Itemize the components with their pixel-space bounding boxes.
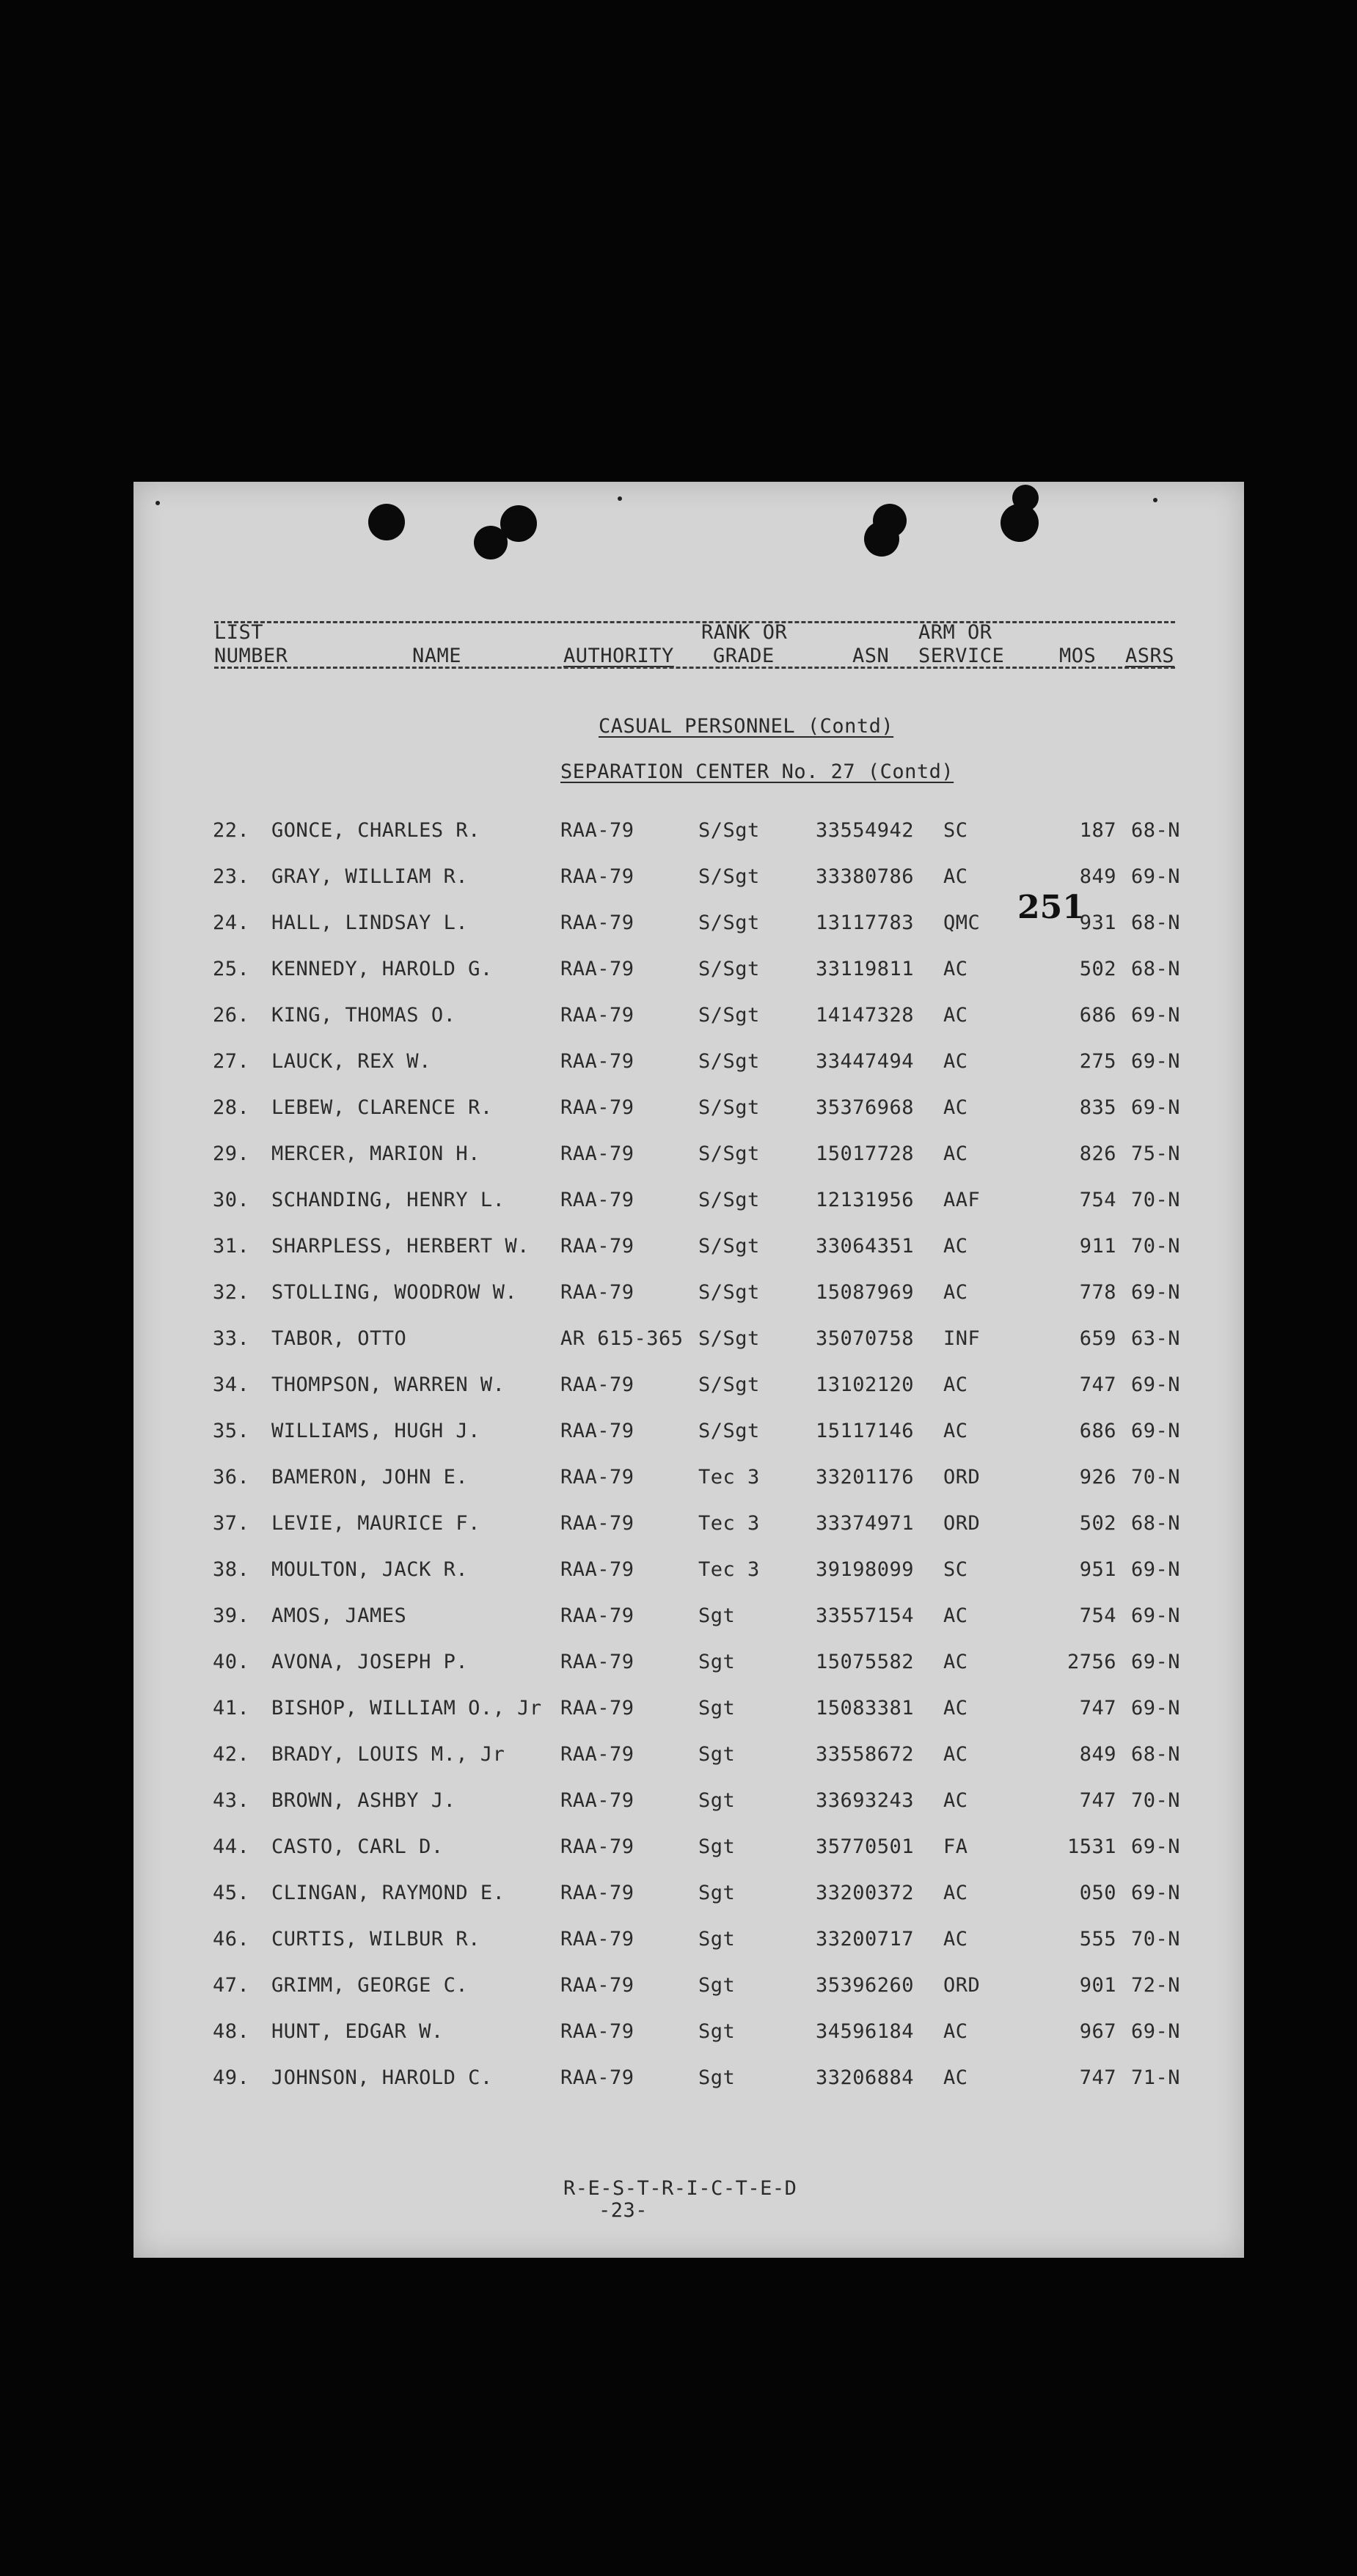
punch-hole	[368, 504, 405, 540]
header-list-number-line2: NUMBER	[214, 645, 288, 667]
cell-arm: INF	[943, 1327, 981, 1350]
cell-asn: 35396260	[816, 1974, 915, 1997]
cell-name: GONCE, CHARLES R.	[271, 819, 480, 842]
cell-asn: 33200717	[816, 1928, 915, 1951]
table-row	[133, 1835, 1244, 1882]
table-row	[133, 911, 1244, 958]
table-row	[133, 819, 1244, 865]
cell-arm: AAF	[943, 1189, 981, 1211]
header-authority: AUTHORITY	[563, 645, 674, 667]
cell-auth: RAA-79	[560, 1604, 634, 1627]
cell-num: 40.	[213, 1651, 250, 1673]
cell-asrs: 69-N	[1131, 1651, 1181, 1673]
cell-asn: 34596184	[816, 2020, 915, 2043]
cell-name: GRAY, WILLIAM R.	[271, 865, 469, 888]
cell-asn: 33119811	[816, 958, 915, 980]
cell-arm: ORD	[943, 1512, 981, 1535]
cell-arm: AC	[943, 2066, 968, 2089]
cell-mos: 778	[1079, 1281, 1116, 1304]
header-rule-top	[214, 621, 1175, 623]
cell-asrs: 69-N	[1131, 1050, 1181, 1073]
table-row	[133, 1235, 1244, 1281]
cell-auth: RAA-79	[560, 1420, 634, 1442]
cell-arm: SC	[943, 819, 968, 842]
cell-rank: Sgt	[698, 1651, 736, 1673]
cell-auth: RAA-79	[560, 865, 634, 888]
cell-asn: 33693243	[816, 1789, 915, 1812]
cell-asrs: 69-N	[1131, 1004, 1181, 1027]
header-mos: MOS	[1059, 645, 1097, 667]
cell-auth: RAA-79	[560, 1697, 634, 1720]
cell-auth: RAA-79	[560, 1558, 634, 1581]
cell-rank: S/Sgt	[698, 911, 760, 934]
cell-arm: QMC	[943, 911, 981, 934]
cell-arm: AC	[943, 1281, 968, 1304]
cell-num: 27.	[213, 1050, 250, 1073]
cell-num: 46.	[213, 1928, 250, 1951]
cell-name: BAMERON, JOHN E.	[271, 1466, 469, 1489]
cell-asn: 13102120	[816, 1373, 915, 1396]
punch-hole	[500, 505, 537, 542]
cell-rank: Tec 3	[698, 1466, 760, 1489]
cell-asn: 33064351	[816, 1235, 915, 1258]
cell-rank: Sgt	[698, 2020, 736, 2043]
cell-name: MERCER, MARION H.	[271, 1142, 480, 1165]
table-row	[133, 1789, 1244, 1835]
cell-name: SCHANDING, HENRY L.	[271, 1189, 505, 1211]
paper-speck	[1153, 498, 1157, 502]
cell-auth: RAA-79	[560, 1281, 634, 1304]
cell-num: 23.	[213, 865, 250, 888]
table-row	[133, 1928, 1244, 1974]
cell-asn: 15017728	[816, 1142, 915, 1165]
table-row	[133, 1373, 1244, 1420]
cell-num: 48.	[213, 2020, 250, 2043]
header-arm-line2: SERVICE	[918, 645, 1005, 667]
cell-auth: RAA-79	[560, 1835, 634, 1858]
cell-name: LEVIE, MAURICE F.	[271, 1512, 480, 1535]
cell-auth: RAA-79	[560, 1466, 634, 1489]
cell-asn: 15117146	[816, 1420, 915, 1442]
header-arm-line1: ARM OR	[918, 621, 992, 644]
cell-num: 29.	[213, 1142, 250, 1165]
cell-rank: S/Sgt	[698, 1004, 760, 1027]
cell-num: 33.	[213, 1327, 250, 1350]
table-row	[133, 1096, 1244, 1142]
cell-asrs: 72-N	[1131, 1974, 1181, 1997]
cell-rank: Tec 3	[698, 1558, 760, 1581]
header-rank-line1: RANK OR	[701, 621, 788, 644]
cell-arm: AC	[943, 1096, 968, 1119]
paper-speck	[156, 501, 160, 505]
cell-asrs: 68-N	[1131, 911, 1181, 934]
cell-mos: 826	[1079, 1142, 1116, 1165]
cell-asn: 33201176	[816, 1466, 915, 1489]
cell-name: GRIMM, GEORGE C.	[271, 1974, 469, 1997]
table-row	[133, 1558, 1244, 1604]
cell-asn: 35376968	[816, 1096, 915, 1119]
cell-auth: RAA-79	[560, 1651, 634, 1673]
cell-rank: S/Sgt	[698, 1189, 760, 1211]
table-row	[133, 1743, 1244, 1789]
header-asn: ASN	[852, 645, 890, 667]
header-rank-line2: GRADE	[713, 645, 775, 667]
cell-rank: Sgt	[698, 1835, 736, 1858]
cell-name: BRADY, LOUIS M., Jr	[271, 1743, 505, 1766]
cell-num: 44.	[213, 1835, 250, 1858]
cell-asrs: 69-N	[1131, 1281, 1181, 1304]
cell-num: 38.	[213, 1558, 250, 1581]
header-list-number-line1: LIST	[214, 621, 264, 644]
cell-auth: RAA-79	[560, 1142, 634, 1165]
cell-auth: RAA-79	[560, 1882, 634, 1904]
cell-name: MOULTON, JACK R.	[271, 1558, 469, 1581]
table-row	[133, 1466, 1244, 1512]
cell-auth: RAA-79	[560, 1928, 634, 1951]
cell-arm: AC	[943, 1420, 968, 1442]
cell-mos: 849	[1079, 865, 1116, 888]
cell-mos: 967	[1079, 2020, 1116, 2043]
cell-asrs: 69-N	[1131, 1558, 1181, 1581]
cell-asn: 33374971	[816, 1512, 915, 1535]
cell-num: 36.	[213, 1466, 250, 1489]
cell-auth: RAA-79	[560, 1189, 634, 1211]
cell-num: 28.	[213, 1096, 250, 1119]
cell-rank: Sgt	[698, 1697, 736, 1720]
cell-num: 45.	[213, 1882, 250, 1904]
header-asrs: ASRS	[1125, 645, 1175, 667]
header-name: NAME	[412, 645, 462, 667]
cell-rank: Sgt	[698, 2066, 736, 2089]
cell-asrs: 69-N	[1131, 1604, 1181, 1627]
cell-rank: Sgt	[698, 1882, 736, 1904]
cell-asrs: 70-N	[1131, 1789, 1181, 1812]
cell-arm: FA	[943, 1835, 968, 1858]
cell-arm: AC	[943, 1928, 968, 1951]
cell-num: 34.	[213, 1373, 250, 1396]
cell-asrs: 70-N	[1131, 1189, 1181, 1211]
cell-asn: 13117783	[816, 911, 915, 934]
cell-asrs: 69-N	[1131, 1420, 1181, 1442]
cell-mos: 686	[1079, 1420, 1116, 1442]
cell-arm: AC	[943, 1697, 968, 1720]
cell-asn: 33206884	[816, 2066, 915, 2089]
cell-asn: 33554942	[816, 819, 915, 842]
cell-mos: 2756	[1067, 1651, 1116, 1673]
table-row	[133, 1697, 1244, 1743]
cell-asn: 35770501	[816, 1835, 915, 1858]
cell-num: 49.	[213, 2066, 250, 2089]
cell-name: LEBEW, CLARENCE R.	[271, 1096, 493, 1119]
cell-rank: S/Sgt	[698, 1096, 760, 1119]
cell-name: BROWN, ASHBY J.	[271, 1789, 456, 1812]
table-row	[133, 958, 1244, 1004]
footer-classification: R-E-S-T-R-I-C-T-E-D	[563, 2177, 797, 2200]
cell-num: 26.	[213, 1004, 250, 1027]
cell-asrs: 69-N	[1131, 1096, 1181, 1119]
cell-auth: RAA-79	[560, 1743, 634, 1766]
cell-auth: RAA-79	[560, 1512, 634, 1535]
cell-asrs: 69-N	[1131, 1697, 1181, 1720]
cell-name: TABOR, OTTO	[271, 1327, 407, 1350]
cell-rank: Tec 3	[698, 1512, 760, 1535]
cell-rank: Sgt	[698, 1789, 736, 1812]
footer-page-number: -23-	[599, 2199, 648, 2222]
cell-arm: AC	[943, 1743, 968, 1766]
cell-arm: AC	[943, 1004, 968, 1027]
cell-asn: 33380786	[816, 865, 915, 888]
cell-arm: ORD	[943, 1466, 981, 1489]
cell-rank: Sgt	[698, 1974, 736, 1997]
cell-mos: 502	[1079, 958, 1116, 980]
cell-name: LAUCK, REX W.	[271, 1050, 431, 1073]
cell-arm: AC	[943, 2020, 968, 2043]
cell-num: 42.	[213, 1743, 250, 1766]
cell-auth: RAA-79	[560, 1373, 634, 1396]
cell-mos: 951	[1079, 1558, 1116, 1581]
cell-asrs: 68-N	[1131, 1512, 1181, 1535]
cell-asrs: 69-N	[1131, 2020, 1181, 2043]
cell-arm: AC	[943, 1142, 968, 1165]
cell-name: BISHOP, WILLIAM O., Jr	[271, 1697, 542, 1720]
cell-name: HALL, LINDSAY L.	[271, 911, 469, 934]
section-subtitle: SEPARATION CENTER No. 27 (Contd)	[560, 760, 954, 783]
cell-arm: AC	[943, 958, 968, 980]
cell-mos: 275	[1079, 1050, 1116, 1073]
table-row	[133, 1142, 1244, 1189]
cell-rank: S/Sgt	[698, 958, 760, 980]
cell-mos: 754	[1079, 1604, 1116, 1627]
cell-mos: 754	[1079, 1189, 1116, 1211]
cell-num: 41.	[213, 1697, 250, 1720]
cell-rank: S/Sgt	[698, 1327, 760, 1350]
cell-mos: 747	[1079, 1373, 1116, 1396]
cell-mos: 931	[1079, 911, 1116, 934]
cell-auth: RAA-79	[560, 1789, 634, 1812]
cell-name: SHARPLESS, HERBERT W.	[271, 1235, 530, 1258]
cell-auth: AR 615-365	[560, 1327, 684, 1350]
cell-num: 39.	[213, 1604, 250, 1627]
cell-auth: RAA-79	[560, 819, 634, 842]
cell-asn: 15083381	[816, 1697, 915, 1720]
cell-asrs: 63-N	[1131, 1327, 1181, 1350]
cell-arm: AC	[943, 1882, 968, 1904]
cell-mos: 911	[1079, 1235, 1116, 1258]
cell-name: KENNEDY, HAROLD G.	[271, 958, 493, 980]
cell-mos: 502	[1079, 1512, 1116, 1535]
cell-arm: AC	[943, 1235, 968, 1258]
cell-num: 37.	[213, 1512, 250, 1535]
cell-auth: RAA-79	[560, 911, 634, 934]
cell-mos: 659	[1079, 1327, 1116, 1350]
cell-auth: RAA-79	[560, 1096, 634, 1119]
cell-arm: ORD	[943, 1974, 981, 1997]
cell-asn: 15075582	[816, 1651, 915, 1673]
cell-arm: AC	[943, 1789, 968, 1812]
cell-arm: AC	[943, 1651, 968, 1673]
table-row	[133, 1604, 1244, 1651]
cell-num: 22.	[213, 819, 250, 842]
cell-asrs: 69-N	[1131, 1835, 1181, 1858]
cell-mos: 926	[1079, 1466, 1116, 1489]
cell-mos: 1531	[1067, 1835, 1116, 1858]
cell-auth: RAA-79	[560, 1235, 634, 1258]
cell-asn: 33557154	[816, 1604, 915, 1627]
cell-asn: 33200372	[816, 1882, 915, 1904]
cell-mos: 901	[1079, 1974, 1116, 1997]
cell-num: 47.	[213, 1974, 250, 1997]
cell-mos: 747	[1079, 1789, 1116, 1812]
cell-asrs: 68-N	[1131, 958, 1181, 980]
table-row	[133, 1189, 1244, 1235]
cell-asrs: 70-N	[1131, 1928, 1181, 1951]
cell-auth: RAA-79	[560, 958, 634, 980]
cell-name: HUNT, EDGAR W.	[271, 2020, 444, 2043]
cell-asrs: 71-N	[1131, 2066, 1181, 2089]
cell-asrs: 75-N	[1131, 1142, 1181, 1165]
header-rule-bottom	[214, 667, 1175, 669]
table-row	[133, 1974, 1244, 2020]
cell-asn: 15087969	[816, 1281, 915, 1304]
cell-asrs: 70-N	[1131, 1466, 1181, 1489]
cell-auth: RAA-79	[560, 2066, 634, 2089]
cell-arm: SC	[943, 1558, 968, 1581]
cell-num: 24.	[213, 911, 250, 934]
paper-speck	[618, 496, 622, 501]
cell-asrs: 68-N	[1131, 1743, 1181, 1766]
cell-name: KING, THOMAS O.	[271, 1004, 456, 1027]
cell-asrs: 70-N	[1131, 1235, 1181, 1258]
table-row	[133, 2020, 1244, 2066]
cell-asn: 12131956	[816, 1189, 915, 1211]
table-row	[133, 1004, 1244, 1050]
cell-asrs: 69-N	[1131, 1373, 1181, 1396]
punch-hole	[1012, 485, 1039, 511]
cell-arm: AC	[943, 865, 968, 888]
cell-asn: 14147328	[816, 1004, 915, 1027]
table-row	[133, 1050, 1244, 1096]
cell-rank: S/Sgt	[698, 1050, 760, 1073]
cell-asrs: 69-N	[1131, 1882, 1181, 1904]
cell-arm: AC	[943, 1373, 968, 1396]
cell-mos: 050	[1079, 1882, 1116, 1904]
table-row	[133, 1327, 1244, 1373]
table-row	[133, 1512, 1244, 1558]
cell-name: WILLIAMS, HUGH J.	[271, 1420, 480, 1442]
cell-asn: 39198099	[816, 1558, 915, 1581]
cell-name: CURTIS, WILBUR R.	[271, 1928, 480, 1951]
cell-auth: RAA-79	[560, 1004, 634, 1027]
cell-name: CASTO, CARL D.	[271, 1835, 444, 1858]
cell-num: 35.	[213, 1420, 250, 1442]
cell-rank: S/Sgt	[698, 865, 760, 888]
cell-mos: 747	[1079, 2066, 1116, 2089]
cell-mos: 686	[1079, 1004, 1116, 1027]
cell-rank: S/Sgt	[698, 1420, 760, 1442]
cell-asn: 33558672	[816, 1743, 915, 1766]
cell-mos: 187	[1079, 819, 1116, 842]
stamped-page-number: 251	[1017, 889, 1085, 926]
cell-rank: S/Sgt	[698, 1373, 760, 1396]
cell-asn: 35070758	[816, 1327, 915, 1350]
cell-arm: AC	[943, 1604, 968, 1627]
cell-rank: Sgt	[698, 1928, 736, 1951]
table-row	[133, 1281, 1244, 1327]
cell-num: 43.	[213, 1789, 250, 1812]
table-row	[133, 865, 1244, 911]
cell-name: CLINGAN, RAYMOND E.	[271, 1882, 505, 1904]
cell-auth: RAA-79	[560, 1050, 634, 1073]
cell-asrs: 69-N	[1131, 865, 1181, 888]
cell-num: 25.	[213, 958, 250, 980]
table-row	[133, 2066, 1244, 2113]
punch-hole	[873, 504, 907, 537]
cell-auth: RAA-79	[560, 2020, 634, 2043]
cell-name: STOLLING, WOODROW W.	[271, 1281, 518, 1304]
cell-num: 31.	[213, 1235, 250, 1258]
cell-name: THOMPSON, WARREN W.	[271, 1373, 505, 1396]
table-row	[133, 1420, 1244, 1466]
cell-num: 32.	[213, 1281, 250, 1304]
cell-rank: S/Sgt	[698, 1235, 760, 1258]
cell-asn: 33447494	[816, 1050, 915, 1073]
section-title: CASUAL PERSONNEL (Contd)	[599, 715, 894, 738]
cell-asrs: 68-N	[1131, 819, 1181, 842]
cell-num: 30.	[213, 1189, 250, 1211]
cell-rank: S/Sgt	[698, 819, 760, 842]
table-row	[133, 1882, 1244, 1928]
document-page	[133, 482, 1244, 2258]
cell-name: JOHNSON, HAROLD C.	[271, 2066, 493, 2089]
table-row	[133, 1651, 1244, 1697]
cell-mos: 747	[1079, 1697, 1116, 1720]
cell-auth: RAA-79	[560, 1974, 634, 1997]
cell-mos: 555	[1079, 1928, 1116, 1951]
cell-rank: Sgt	[698, 1743, 736, 1766]
cell-mos: 849	[1079, 1743, 1116, 1766]
cell-rank: Sgt	[698, 1604, 736, 1627]
cell-rank: S/Sgt	[698, 1281, 760, 1304]
cell-name: AMOS, JAMES	[271, 1604, 407, 1627]
cell-name: AVONA, JOSEPH P.	[271, 1651, 469, 1673]
cell-arm: AC	[943, 1050, 968, 1073]
cell-rank: S/Sgt	[698, 1142, 760, 1165]
cell-mos: 835	[1079, 1096, 1116, 1119]
